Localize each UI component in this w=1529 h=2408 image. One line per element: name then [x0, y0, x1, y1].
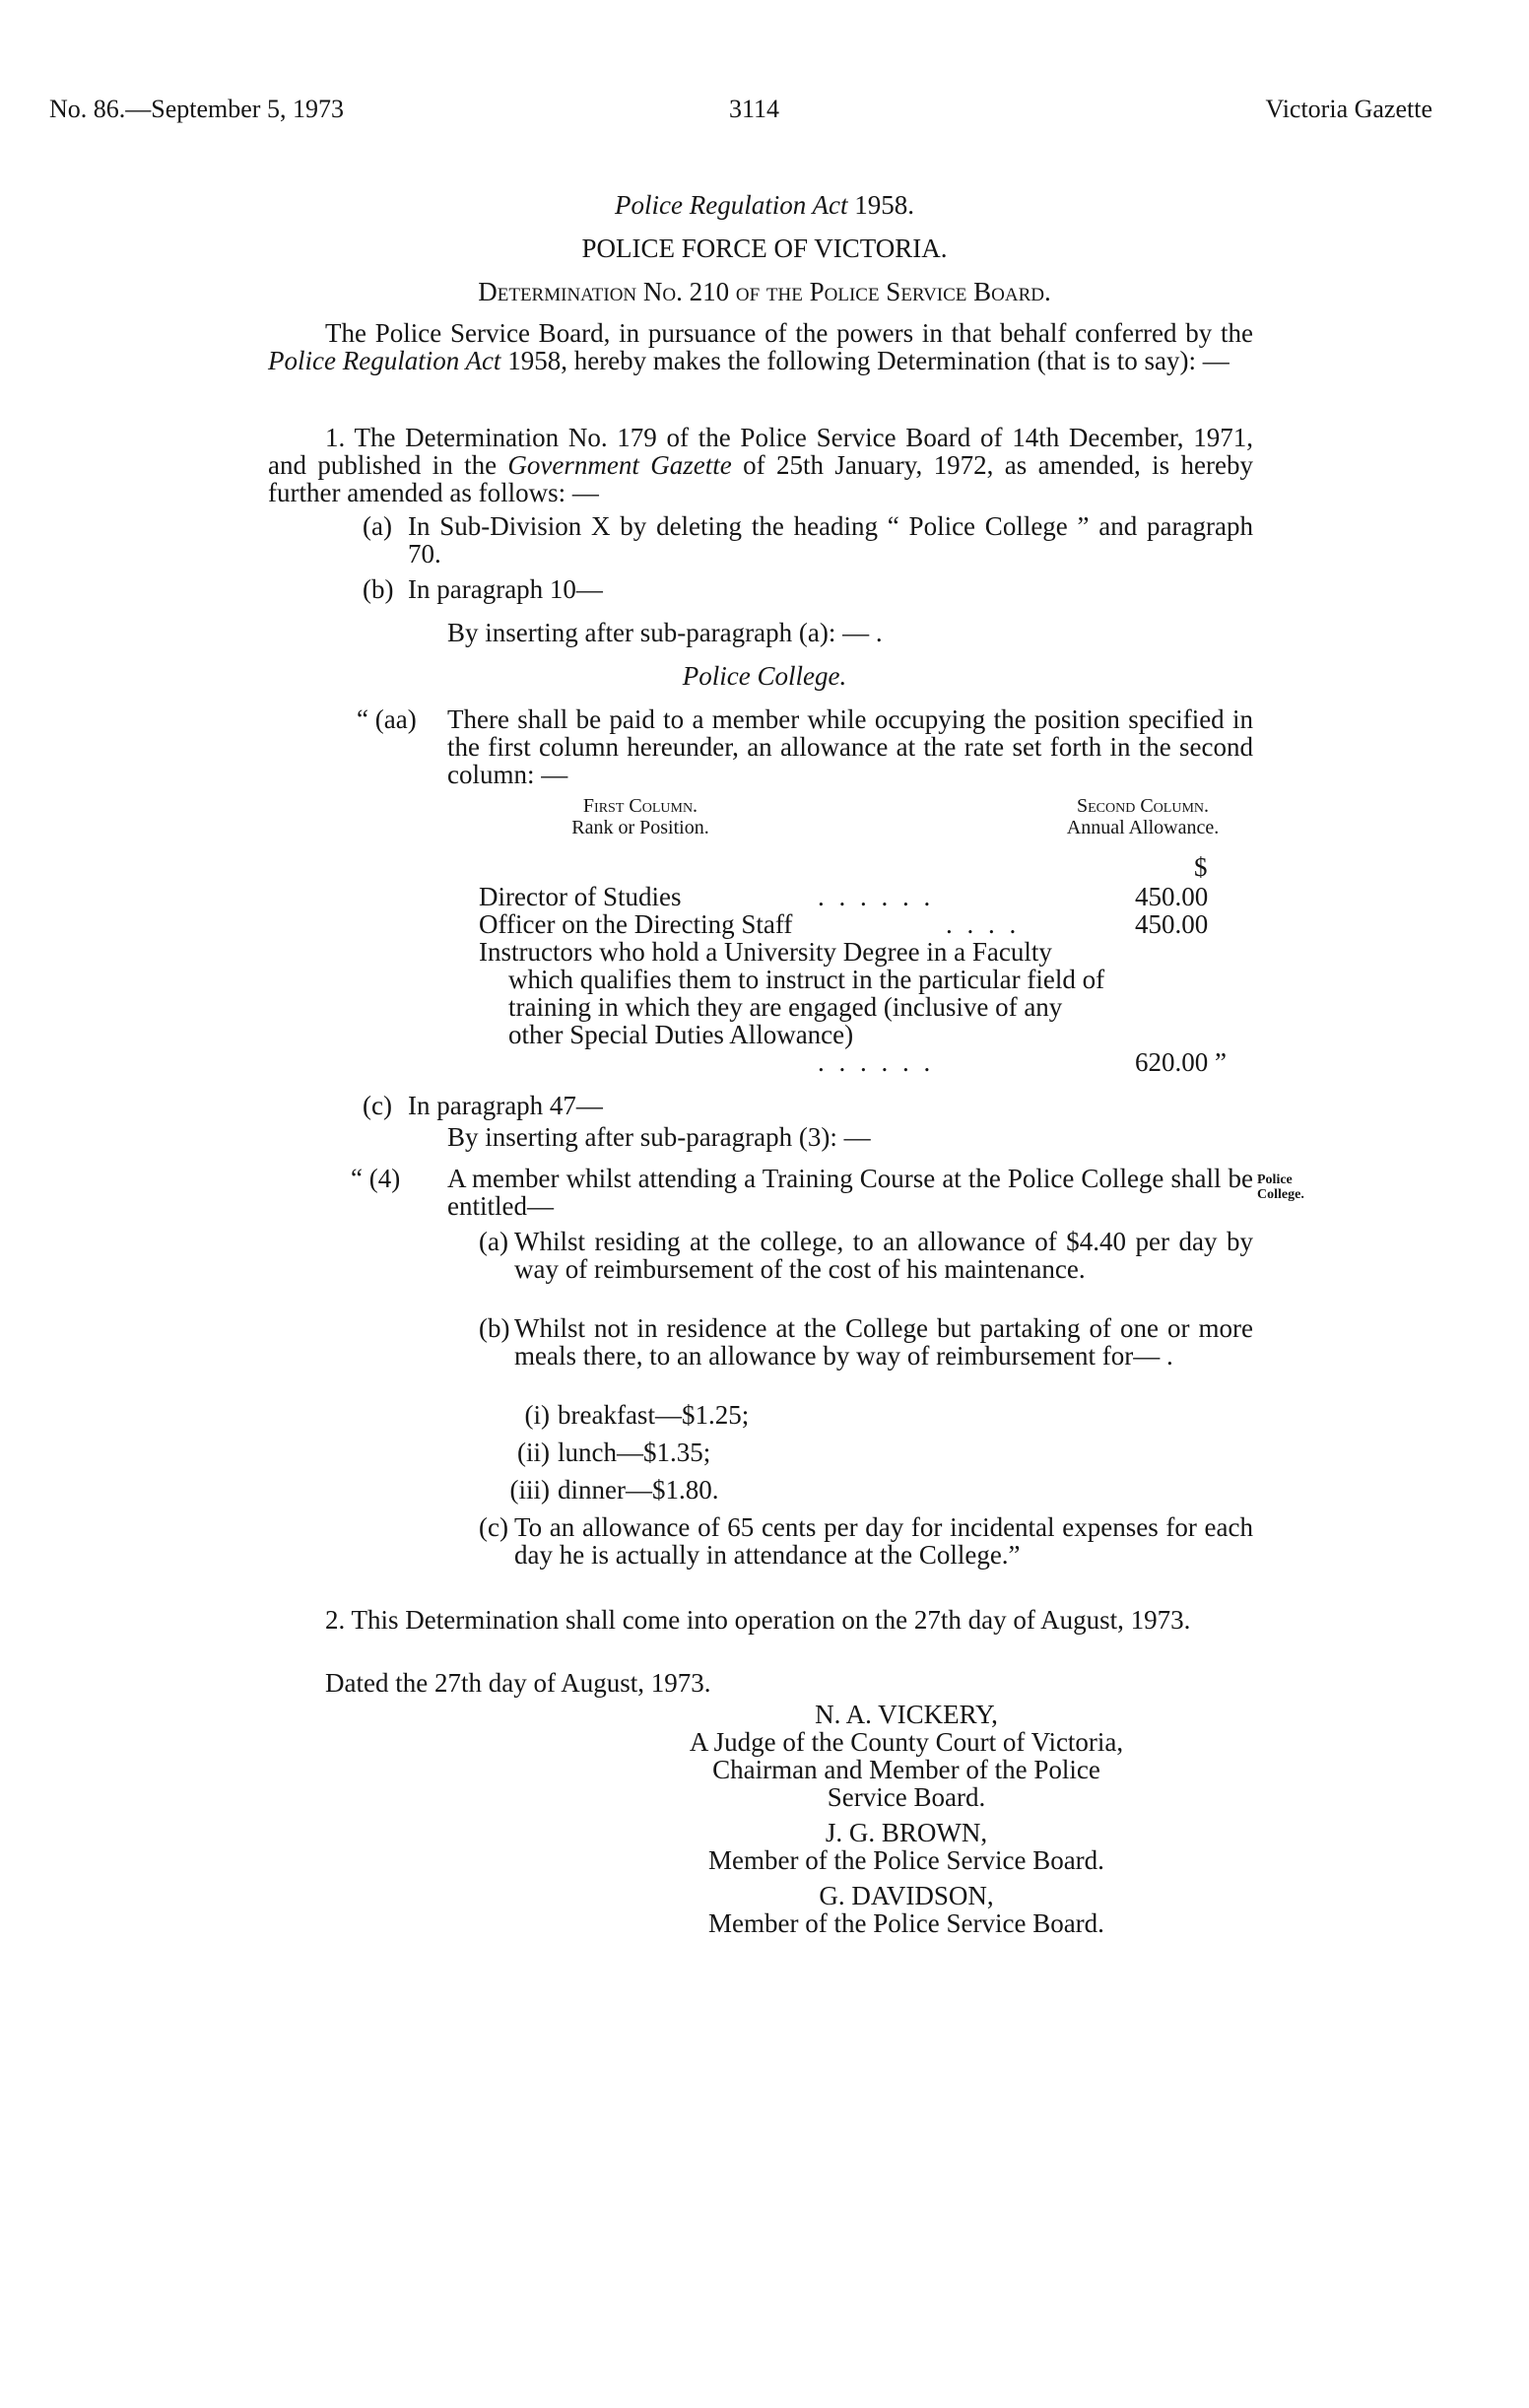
item-aa-label: “ (aa) — [357, 704, 417, 734]
signatory-block — [611, 1701, 1202, 1811]
meal-item: breakfast—$1.25; — [558, 1400, 750, 1430]
signatory-title: Member of the Police Service Board. — [708, 1845, 1104, 1875]
intro-paragraph — [268, 319, 1253, 374]
clause-1 — [268, 424, 1253, 506]
item-c-text: In paragraph 47— — [408, 1091, 603, 1120]
act-title — [0, 191, 1529, 219]
signatory-title: Member of the Police Service Board. — [708, 1908, 1104, 1938]
force-title: POLICE FORCE OF VICTORIA. — [581, 234, 948, 263]
dated-line: Dated the 27th day of August, 1973. — [325, 1668, 711, 1698]
intro-text-1: The Police Service Board, in pursuance of the powers in that behalf conferred by the — [325, 318, 1253, 348]
sub-4-b-text: Whilst not in residence at the College but partaking of one or more meals there, to an allowance by way of reimbursement for— . — [514, 1313, 1253, 1371]
table-row-leader: . . . . . . — [818, 1047, 935, 1077]
table-row: Director of Studies — [479, 882, 682, 911]
item-a-label: (a) — [363, 511, 392, 541]
margin-note: Police College. — [1257, 1172, 1304, 1202]
sub-4-c-text: To an allowance of 65 cents per day for incidental expenses for each day he is actually in attendance at the College.” — [514, 1512, 1253, 1570]
intro-text-2: 1958, hereby makes the following Determination (that is to say): — — [500, 346, 1230, 375]
police-college-subheading — [0, 662, 1529, 690]
clause-1-text-1: 1. The Determination No. 179 of the Police Service Board of 14th December, 1971, and published in the — [268, 423, 1253, 480]
table-row-amount: 450.00 — [1135, 909, 1209, 939]
sub-4-a-text: Whilst residing at the college, to an allowance of $4.40 per day by way of reimbursement of the cost of his maintenance. — [514, 1227, 1253, 1284]
clause-1-gazette-name: Government Gazette — [507, 450, 732, 480]
item-aa-text: There shall be paid to a member while occupying the position specified in the first column hereunder, an allowance at the rate set forth in the second column: — — [447, 704, 1253, 789]
meal-label: (i) — [524, 1400, 550, 1430]
table-row: Officer on the Directing Staff — [479, 909, 793, 939]
sub-4-b-label: (b) — [479, 1313, 510, 1343]
item-a-text: In Sub-Division X by deleting the heading “ Police College ” and paragraph 70. — [408, 511, 1253, 569]
table-col2-sub: Annual Allowance. — [1066, 817, 1220, 838]
meal-item: lunch—$1.35; — [558, 1438, 711, 1467]
act-year: 1958. — [847, 190, 914, 220]
table-row-amount: 620.00 ” — [1135, 1047, 1227, 1077]
sub-4-label: “ (4) — [351, 1164, 401, 1193]
item-b-text: In paragraph 10— — [408, 574, 603, 604]
act-name: Police Regulation Act — [615, 190, 848, 220]
table-col1-sub: Rank or Position. — [571, 817, 709, 838]
item-c-insert: By inserting after sub-paragraph (3): — — [447, 1122, 871, 1152]
publication-name: Victoria Gazette — [1265, 95, 1432, 123]
item-b-label: (b) — [363, 574, 394, 604]
signatory-title: Service Board. — [827, 1782, 986, 1812]
signatory-block — [611, 1882, 1202, 1937]
determination-title: Determination No. 210 of the Police Service Board. — [478, 277, 1051, 306]
table-row-leader: . . . . — [946, 909, 1021, 939]
signatory-title: Chairman and Member of the Police — [712, 1755, 1100, 1784]
sub-4-c-label: (c) — [479, 1512, 508, 1542]
signatory-block — [611, 1819, 1202, 1874]
signatory-name: G. DAVIDSON, — [819, 1881, 994, 1910]
table-col1-head: First Column. — [582, 795, 698, 817]
table-row: Instructors who hold a University Degree in a Faculty which qualifies them to instruct in the particular field of training in which they are engaged (inclusive of any other Special Duties Allowance) — [479, 937, 1105, 1049]
clause-1-text-2: of 25th January, 1972, as amended, is hereby further amended as follows: — — [268, 450, 1254, 507]
sub-4-a-label: (a) — [479, 1227, 508, 1256]
intro-act-name: Police Regulation Act — [268, 346, 501, 375]
table-row-leader: . . . . . . — [818, 882, 935, 911]
item-b-insert: By inserting after sub-paragraph (a): — . — [447, 618, 883, 647]
meal-label: (ii) — [517, 1438, 550, 1467]
item-c-label: (c) — [363, 1091, 392, 1120]
signatory-title: A Judge of the County Court of Victoria, — [689, 1727, 1124, 1757]
meal-label: (iii) — [509, 1475, 550, 1505]
table-row-amount: 450.00 — [1135, 882, 1209, 911]
sub-4-text: A member whilst attending a Training Course at the Police College shall be entitled— — [447, 1164, 1253, 1221]
clause-2: 2. This Determination shall come into operation on the 27th day of August, 1973. — [325, 1605, 1191, 1635]
signatory-name: N. A. VICKERY, — [815, 1700, 998, 1729]
signatory-name: J. G. BROWN, — [825, 1818, 988, 1847]
table-currency: $ — [1194, 852, 1208, 882]
page-number: 3114 — [729, 95, 780, 123]
police-college-subheading-text: Police College. — [682, 661, 847, 691]
table-col2-head: Second Column. — [1076, 795, 1209, 817]
meal-item: dinner—$1.80. — [558, 1475, 719, 1505]
issue-date: No. 86.—September 5, 1973 — [49, 95, 344, 123]
